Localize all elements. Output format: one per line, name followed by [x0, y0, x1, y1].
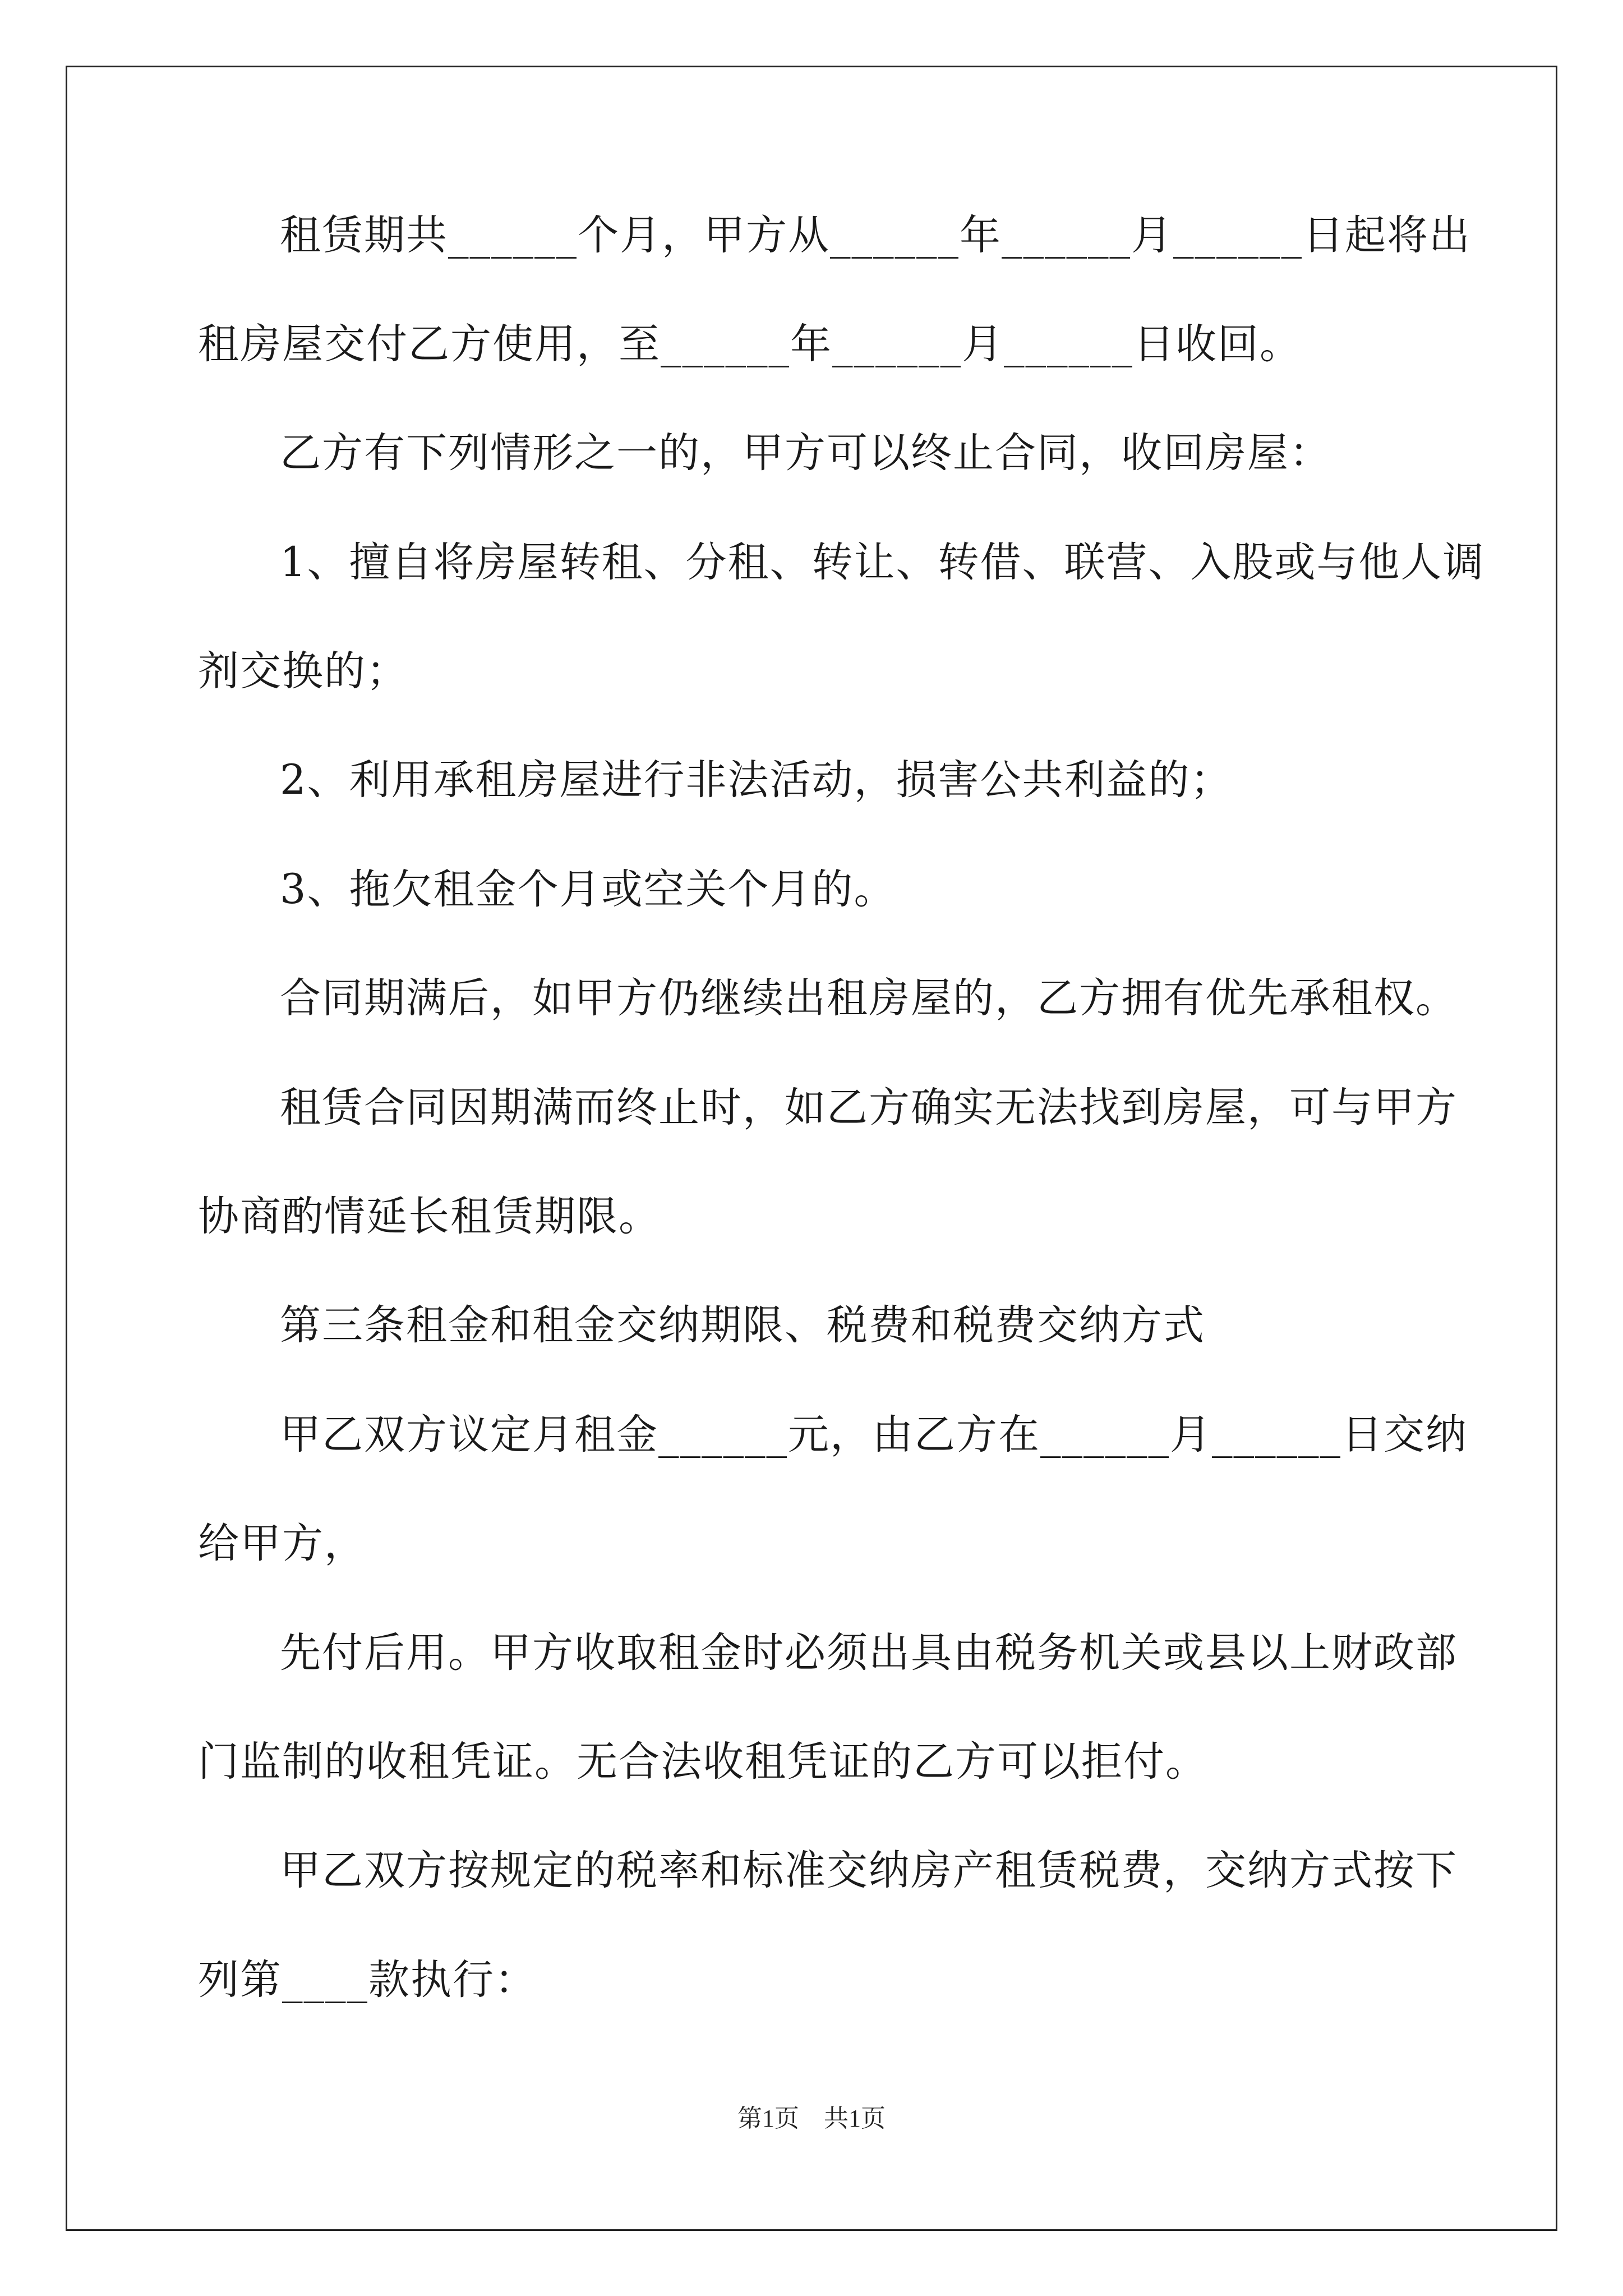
paragraph-line: 甲乙双方按规定的税率和标准交纳房产租赁税费，交纳方式按下 [280, 1847, 1458, 1894]
paragraph-line: 3、拖欠租金个月或空关个月的。 [280, 866, 896, 913]
page-number-footer: 第1页 共1页 [737, 2105, 886, 2132]
paragraph-line: 协商酌情延长租赁期限。 [198, 1193, 661, 1240]
paragraph-line: 先付后用。甲方收取租金时必须出具由税务机关或县以上财政部 [280, 1629, 1458, 1677]
paragraph-line: 甲乙双方议定月租金______元，由乙方在______月______日交纳 [280, 1411, 1468, 1458]
page-border [66, 66, 1557, 2231]
section-heading: 第三条租金和租金交纳期限、税费和税费交纳方式 [280, 1301, 1205, 1349]
paragraph-line: 给甲方， [198, 1520, 366, 1567]
paragraph-line: 门监制的收租凭证。无合法收租凭证的乙方可以拒付。 [198, 1738, 1207, 1786]
paragraph-line: 2、利用承租房屋进行非法活动，损害公共利益的； [280, 756, 1233, 804]
paragraph-line: 租房屋交付乙方使用，至______年______月______日收回。 [198, 320, 1302, 368]
paragraph-line: 列第____款执行： [198, 1956, 537, 2004]
paragraph-line: 乙方有下列情形之一的，甲方可以终止合同，收回房屋： [280, 429, 1331, 477]
paragraph-line: 合同期满后，如甲方仍继续出租房屋的，乙方拥有优先承租权。 [280, 974, 1458, 1022]
paragraph-line: 租赁合同因期满而终止时，如乙方确实无法找到房屋，可与甲方 [280, 1084, 1458, 1131]
paragraph-line: 剂交换的； [198, 647, 408, 695]
paragraph-line: 租赁期共______个月，甲方从______年______月______日起将出 [280, 211, 1471, 259]
paragraph-line: 1、擅自将房屋转租、分租、转让、转借、联营、入股或与他人调 [280, 539, 1485, 586]
